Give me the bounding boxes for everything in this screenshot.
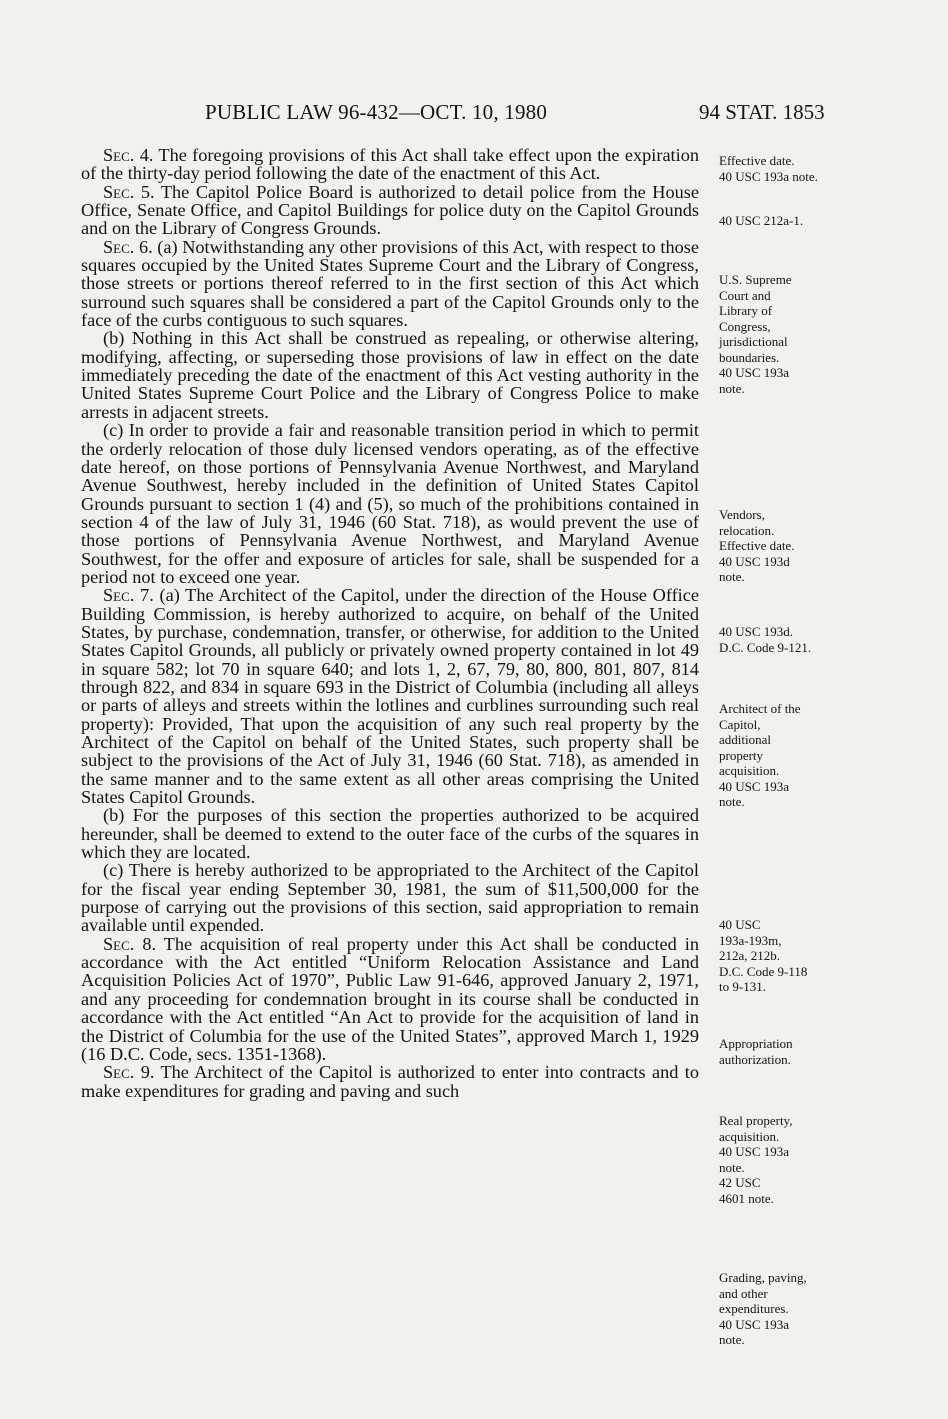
margin-note-40-usc-193d: 40 USC 193d. D.C. Code 9-121. bbox=[719, 624, 812, 655]
margin-note-appropriation: Appropriation authorization. bbox=[719, 1036, 793, 1067]
page-title: PUBLIC LAW 96-432—OCT. 10, 1980 bbox=[205, 100, 548, 124]
margin-note-effective-date: Effective date. 40 USC 193a note. bbox=[719, 153, 818, 184]
statute-page-number: 94 STAT. 1853 bbox=[699, 100, 825, 124]
margin-note-vendors-relocation: Vendors, relocation. Effective date. 40 USC 193d note. bbox=[719, 507, 795, 584]
margin-note-grading-paving: Grading, paving, and other expenditures. 40 USC 193a note. bbox=[719, 1270, 807, 1347]
section-5-paragraph: Sec. 5. The Capitol Police Board is authorized to detail police from the House Office, Senate Office, and Capitol Buildings for police duty on the Capitol Grounds and on the Library of Congress Grounds. bbox=[81, 181, 699, 239]
page-header bbox=[205, 100, 845, 130]
section-7b-paragraph: (b) For the purposes of this section the properties authorized to be acquired hereunder, shall be deemed to extend to the outer face of the curbs of the squares in which they are located. bbox=[81, 805, 699, 863]
section-6a-paragraph: Sec. 6. (a) Notwithstanding any other provisions of this Act, with respect to those squares occupied by the United States Supreme Court and the Library of Congress, those streets or portions thereof referred to in the first section of this Act which surround such squares shall be considered a part of the Capitol Grounds only to the face of the curbs contiguous to such squares. bbox=[81, 236, 699, 331]
section-7c-paragraph: (c) There is hereby authorized to be appropriated to the Architect of the Capitol for the fiscal year ending September 30, 1981, the sum of $11,500,000 for the purpose of carrying out the provisions of this section, said appropriation to remain available until expended. bbox=[81, 860, 699, 936]
section-6b-paragraph: (b) Nothing in this Act shall be construed as repealing, or otherwise altering, modifying, affecting, or superseding those provisions of law in effect on the date immediately preceding the date of the enactment of this Act vesting authority in the United States Supreme Court Police and the Library of Congress Police to make arrests in adjacent streets. bbox=[81, 328, 699, 422]
section-9-paragraph: Sec. 9. The Architect of the Capitol is authorized to enter into contracts and to make expenditures for grading and paving and such bbox=[81, 1062, 699, 1101]
margin-note-40-usc-212a: 40 USC 212a-1. bbox=[719, 213, 804, 228]
section-7a-paragraph: Sec. 7. (a) The Architect of the Capitol, under the direction of the House Office Building Commission, is hereby authorized to acquire, on behalf of the United States, by purchase, condemnation, transfer, or otherwise, for addition to the United States Capitol Grounds, all publicly or privately owned property contained in lot 49 in square 582; lot 70 in square 640; and lots 1, 2, 67, 79, 80, 800, 801, 807, 814 through 822, and 834 in square 693 in the District of Columbia (including all alleys or parts of alleys and streets within the lotlines and curblines surrounding such real property): Provided, That upon the acquisition of any such real property by the Architect of the Capitol on behalf of the United States, such property shall be subject to the provisions of the Act of July 31, 1946 (60 Stat. 718), as amended in the same manner and to the same extent as all other areas comprising the United States Capitol Grounds. bbox=[81, 585, 699, 808]
margin-note-40-usc-193a-193m: 40 USC 193a-193m, 212a, 212b. D.C. Code 9-118 to 9-131. bbox=[719, 917, 808, 994]
margin-note-architect-property: Architect of the Capitol, additional property acquisition. 40 USC 193a note. bbox=[719, 701, 801, 809]
margin-note-supreme-court-boundaries: U.S. Supreme Court and Library of Congress, jurisdictional boundaries. 40 USC 193a note. bbox=[719, 272, 792, 396]
margin-note-real-property: Real property, acquisition. 40 USC 193a note. 42 USC 4601 note. bbox=[719, 1113, 793, 1206]
section-8-paragraph: Sec. 8. The acquisition of real property under this Act shall be conducted in accordance with the Act entitled “Uniform Relocation Assistance and Land Acquisition Policies Act of 1970”, Public Law 91-646, approved January 2, 1971, and any proceeding for condemnation brought in its course shall be conducted in accordance with the Act entitled “An Act to provide for the acquisition of land in the District of Columbia for the use of the United States”, approved March 1, 1929 (16 D.C. Code, secs. 1351-1368). bbox=[81, 933, 699, 1064]
section-4-paragraph: Sec. 4. The foregoing provisions of this Act shall take effect upon the expiration of the thirty-day period following the date of the enactment of this Act. bbox=[81, 145, 699, 184]
section-6c-paragraph: (c) In order to provide a fair and reasonable transition period in which to permit the orderly relocation of those duly licensed vendors operating, as of the effective date hereof, on those portions of Pennsylvania Avenue Northwest, and Maryland Avenue Southwest, hereby included in the definition of United States Capitol Grounds pursuant to section 1 (4) and (5), so much of the prohibitions contained in section 4 of the law of July 31, 1946 (60 Stat. 718), as would prevent the use of those portions of Pennsylvania Avenue Northwest, and Maryland Avenue Southwest, for the offer and exposure of articles for sale, shall be suspended for a period not to exceed one year. bbox=[81, 420, 699, 587]
law-text bbox=[81, 146, 699, 1100]
